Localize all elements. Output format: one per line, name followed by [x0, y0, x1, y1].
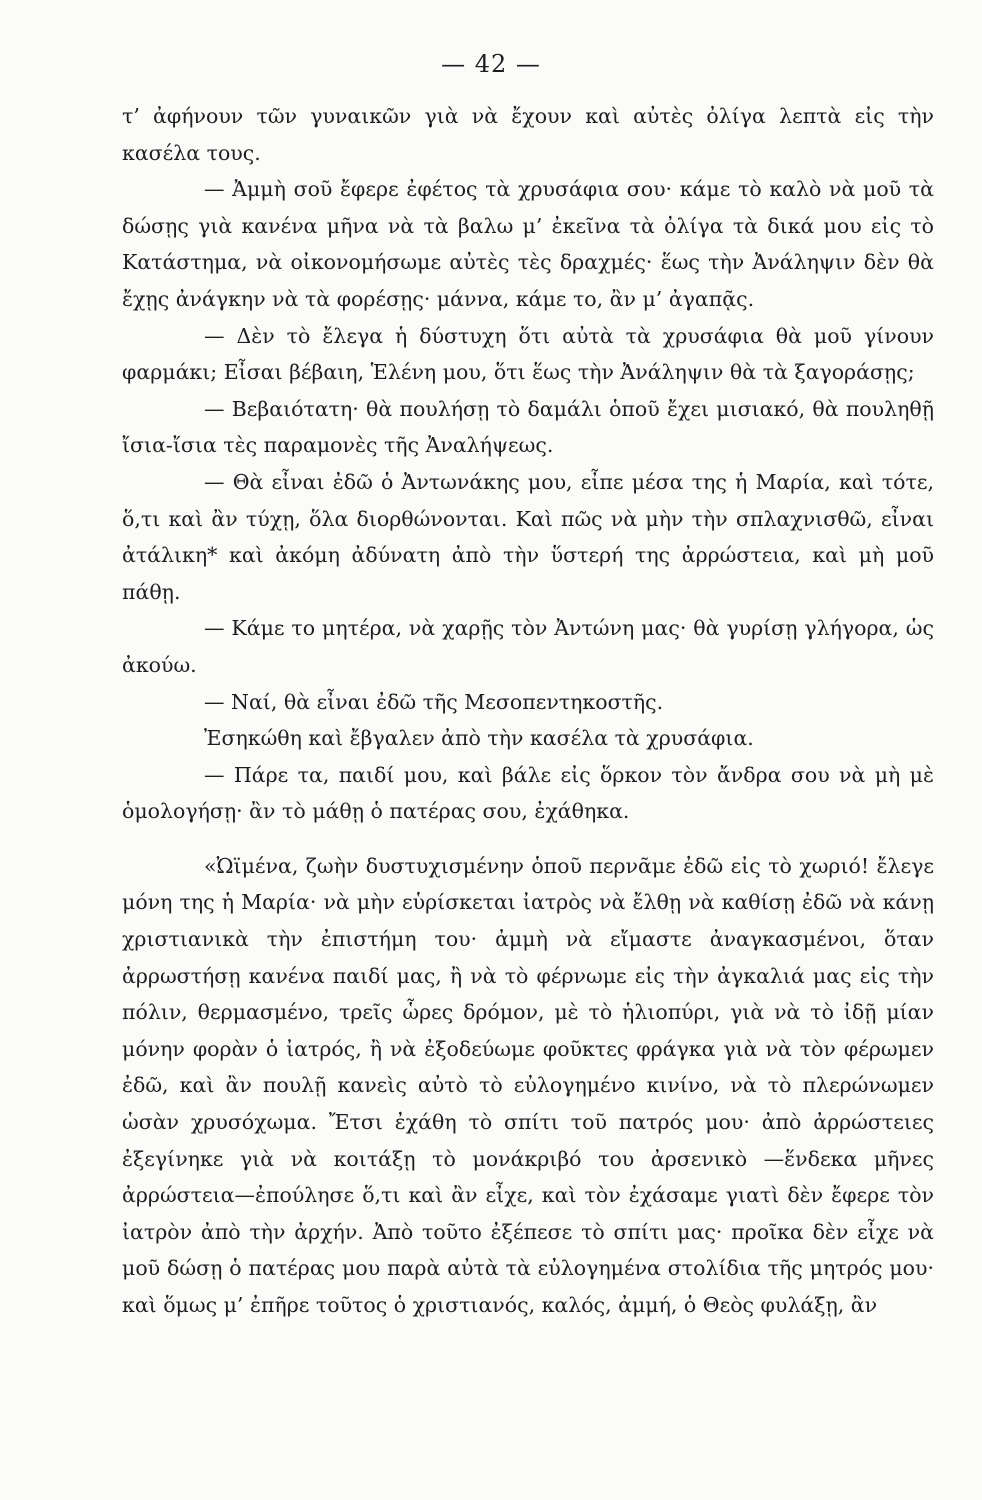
- paragraph-5: — Θὰ εἶναι ἐδῶ ὁ Ἀντωνάκης μου, εἶπε μέσα της ἡ Μαρία, καὶ τότε, ὅ,τι καὶ ἂν τύχῃ, ὅλα διορθώνονται. Καὶ πῶς νὰ μὴν τὴν σπλαχνισθῶ, εἶναι ἀτάλικη* καὶ ἀκόμη ἀδύνατη ἀπὸ τὴν ὕστερή της ἀρρώστεια, καὶ μὴ μοῦ πάθῃ.: [122, 469, 934, 604]
- paragraph-4: — Βεβαιότατη· θὰ πουλήσῃ τὸ δαμάλι ὁποῦ ἔχει μισιακό, θὰ πουληθῇ ἴσια-ἴσια τὲς παραμονὲς τῆς Ἀναλήψεως.: [122, 396, 934, 458]
- paragraph-9: — Πάρε τα, παιδί μου, καὶ βάλε εἰς ὅρκον τὸν ἄνδρα σου νὰ μὴ μὲ ὁμολογήσῃ· ἂν τὸ μάθῃ ὁ πατέρας σου, ἐχάθηκα.: [122, 762, 934, 824]
- paragraph-3: — Δὲν τὸ ἔλεγα ἡ δύστυχη ὅτι αὐτὰ τὰ χρυσάφια θὰ μοῦ γίνουν φαρμάκι; Εἶσαι βέβαιη, Ἑλένη μου, ὅτι ἕως τὴν Ἀνάληψιν θὰ τὰ ξαγοράσῃς;: [122, 323, 934, 385]
- paragraph-2: — Ἀμμὴ σοῦ ἔφερε ἐφέτος τὰ χρυσάφια σου· κάμε τὸ καλὸ νὰ μοῦ τὰ δώσῃς γιὰ κανένα μῆνα νὰ τὰ βαλω μ’ ἐκεῖνα τὰ ὀλίγα τὰ δικά μου εἰς τὸ Κατάστημα, νὰ οἰκονομήσωμε αὐτὲς τὲς δραχμές· ἕως τὴν Ἀνάληψιν δὲν θὰ ἔχῃς ἀνάγκην νὰ τὰ φορέσῃς· μάννα, κάμε το, ἂν μ’ ἀγαπᾷς.: [122, 177, 934, 311]
- body-text: [122, 98, 934, 1324]
- paragraph-10: «Ὠϊμένα, ζωὴν δυστυχισμένην ὁποῦ περνᾶμε ἐδῶ εἰς τὸ χωριό! ἔλεγε μόνη της ἡ Μαρία· νὰ μὴν εὑρίσκεται ἰατρὸς νὰ ἔλθῃ νὰ καθίσῃ ἐδῶ νὰ κάνῃ χριστιανικὰ τὴν ἐπιστήμη του· ἀμμὴ νὰ εἴμαστε ἀναγκασμένοι, ὅταν ἀρρωστήσῃ κανένα παιδί μας, ἢ νὰ τὸ φέρνωμε εἰς τὴν ἀγκαλιά μας εἰς τὴν πόλιν, θερμασμένο, τρεῖς ὧρες δρόμον, μὲ τὸ ἡλιοπύρι, γιὰ νὰ τὸ ἰδῇ μίαν μόνην φορὰν ὁ ἰατρός, ἢ νὰ ἐξοδεύωμε φοῦκτες φράγκα γιὰ νὰ τὸν φέρωμεν ἐδῶ, καὶ ἂν πουλῇ κανεὶς αὐτὸ τὸ εὐλογημένο κινίνο, νὰ τὸ πλερώνωμεν ὡσὰν χρυσόχωμα. Ἔτσι ἐχάθη τὸ σπίτι τοῦ πατρός μου· ἀπὸ ἀρρώστειες ἐξεγίνηκε γιὰ νὰ κοιτάξῃ τὸ μονάκριβό του ἀρσενικὸ —ἕνδεκα μῆνες ἀρρώστεια—ἐπούλησε ὅ,τι καὶ ἂν εἶχε, καὶ τὸν ἐχάσαμε γιατὶ δὲν ἔφερε τὸν ἰατρὸν ἀπὸ τὴν ἀρχήν. Ἀπὸ τοῦτο ἐξέπεσε τὸ σπίτι μας· προῖκα δὲν εἶχε νὰ μοῦ δώσῃ ὁ πατέρας μου παρὰ αὐτὰ τὰ εὐλογημένα στολίδια τῆς μητρός μου· καὶ ὅμως μ’ ἐπῆρε τοῦτος ὁ χριστιανός, καλός, ἀμμή, ὁ Θεὸς φυλάξῃ, ἂν: [122, 853, 934, 1317]
- paragraph-1: τ’ ἀφήνουν τῶν γυναικῶν γιὰ νὰ ἔχουν καὶ αὐτὲς ὀλίγα λεπτὰ εἰς τὴν κασέλα τους.: [122, 104, 934, 165]
- paragraph-6: — Κάμε το μητέρα, νὰ χαρῇς τὸν Ἀντώνη μας· θὰ γυρίσῃ γλήγορα, ὡς ἀκούω.: [122, 616, 934, 677]
- paragraph-8: Ἐσηκώθη καὶ ἔβγαλεν ἀπὸ τὴν κασέλα τὰ χρυσάφια.: [204, 726, 754, 751]
- page-number: — 42 —: [441, 50, 541, 78]
- paragraph-7: — Ναί, θὰ εἶναι ἐδῶ τῆς Μεσοπεντηκοστῆς.: [204, 689, 664, 714]
